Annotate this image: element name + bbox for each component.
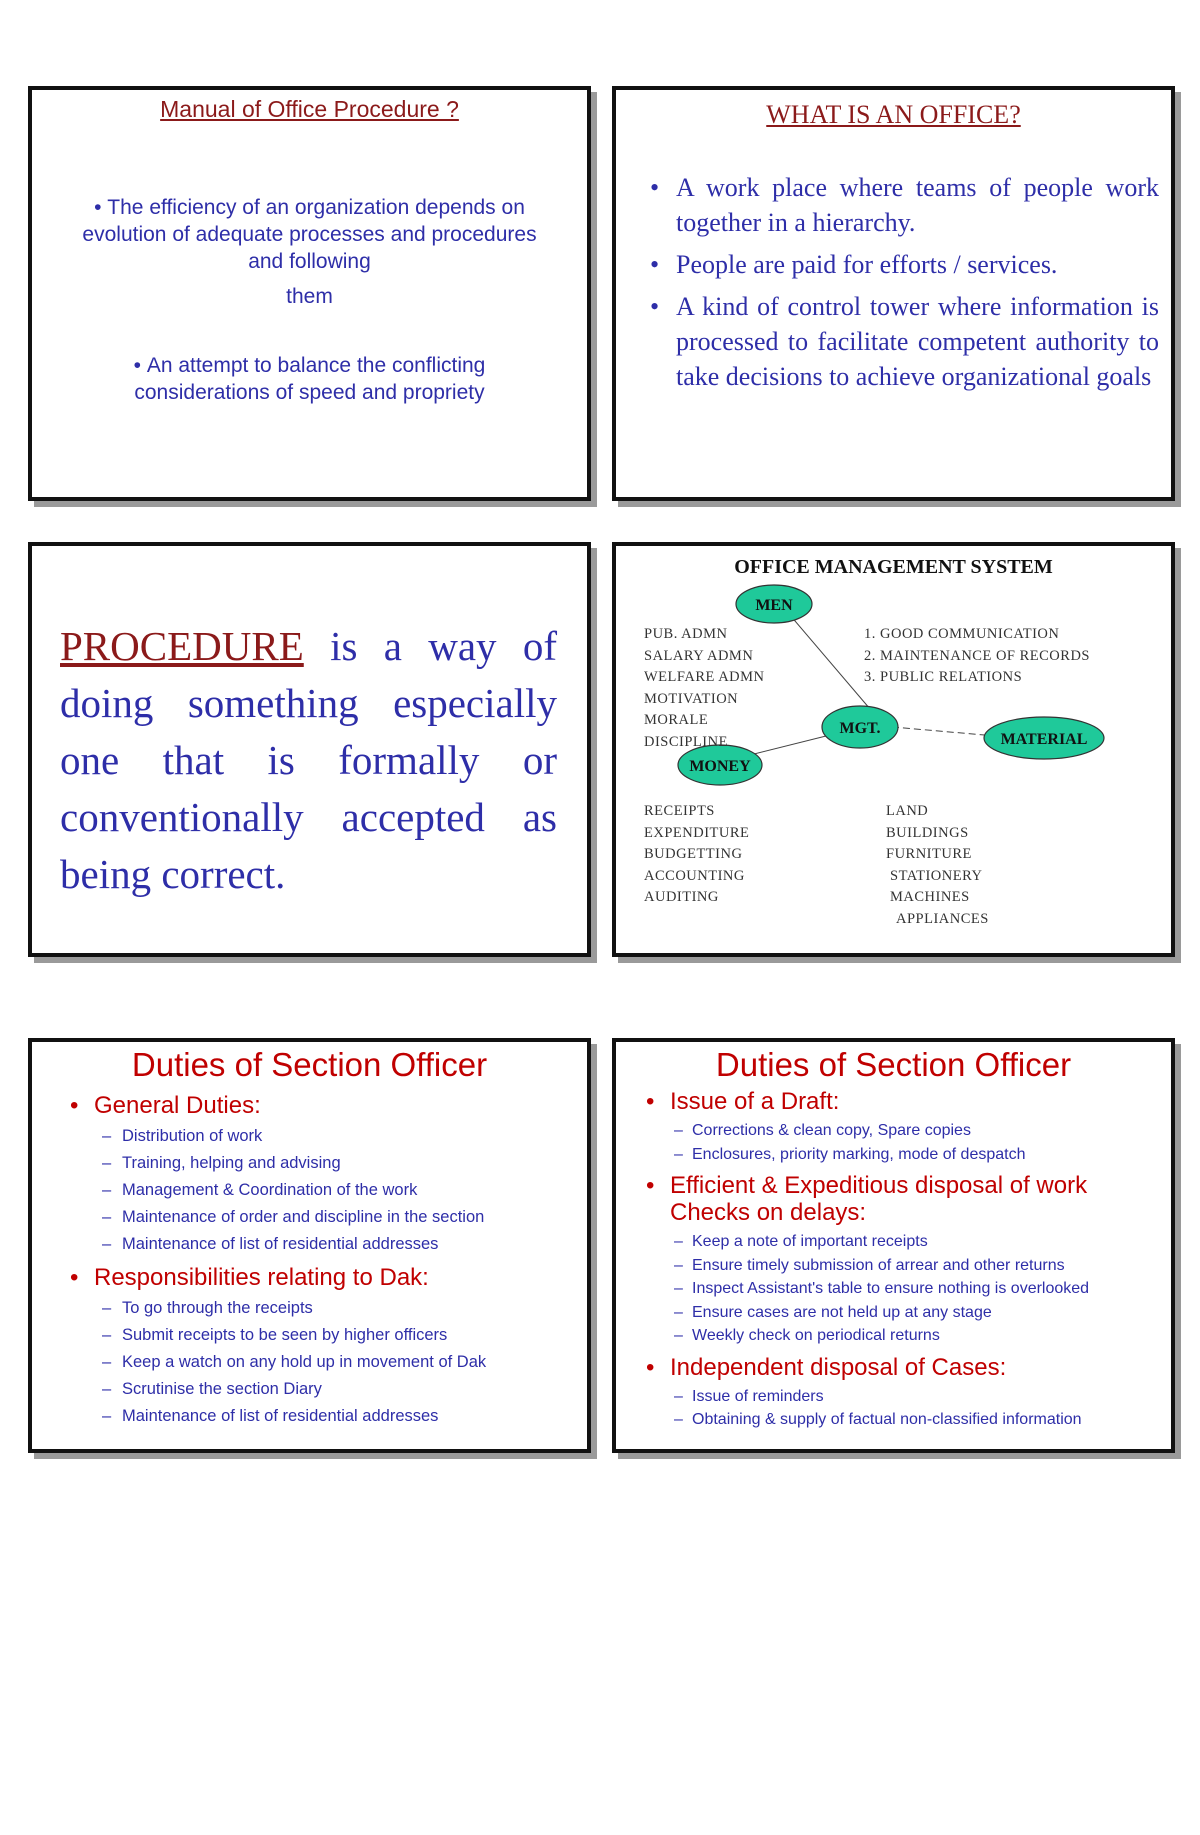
section-efficient-disposal [616,1172,1171,1348]
list-item: APPLIANCES [896,910,989,927]
section-general-duties [32,1092,587,1258]
list-item: MORALE [644,712,709,728]
bullet-icon: • [646,1353,655,1381]
bullet-text-end: them [286,285,333,308]
node-mgt-label: MGT. [839,720,881,737]
bullet-efficiency [72,194,547,310]
list-item: – Ensure cases are not held up at any stage [616,1301,1171,1325]
definition-rest: is a way of doing something especially one that is formally or conventionally accepted as being correct. [60,623,557,897]
section-heading [616,1354,1171,1381]
sub-list [616,1230,1171,1348]
list-item: STATIONERY [890,867,983,884]
list-item: – Maintenance of list of residential addresses [32,1231,587,1258]
node-mgt [822,706,898,748]
list-item: – Maintenance of list of residential addresses [32,1403,587,1430]
section-heading [616,1088,1171,1115]
material-items-list [886,801,989,930]
list-item: – To go through the receipts [32,1295,587,1322]
bullet-icon: • [646,1172,655,1199]
list-item: – Keep a note of important receipts [616,1230,1171,1254]
list-item: – Submit receipts to be seen by higher officers [32,1322,587,1349]
node-money-label: MONEY [689,758,751,775]
list-item: – Maintenance of order and discipline in the section [32,1204,587,1231]
section-independent-disposal [616,1354,1171,1432]
list-item: – Weekly check on periodical returns [616,1324,1171,1348]
list-item: – Training, helping and advising [32,1150,587,1177]
slide-duties-section-officer-2 [612,1038,1175,1453]
bullet-list [646,170,1159,401]
slide-title: Manual of Office Procedure ? [160,96,459,122]
section-issue-of-draft [616,1088,1171,1166]
slide-manual-of-office-procedure [28,86,591,501]
bullet-balance [72,352,547,406]
bullet-item: • A kind of control tower where information is processed to facilitate competent authority to take decisions to achieve organizational goals [646,289,1159,394]
list-item: EXPENDITURE [644,824,750,841]
bullet-icon: • [646,1088,655,1115]
list-item: FURNITURE [886,846,972,862]
list-item: 2. MAINTENANCE OF RECORDS [864,647,1090,664]
slide-what-is-an-office [612,86,1175,501]
slide-procedure-definition [28,542,591,957]
money-items-list [644,801,749,909]
slide-office-management-system [612,542,1175,957]
list-item: MOTIVATION [644,690,739,707]
list-item: – Scrutinise the section Diary [32,1376,587,1403]
bullet-item: • People are paid for efforts / services. [646,247,1159,282]
list-item: DISCIPLINE [644,733,728,750]
bullet-text: An attempt to balance the conflicting considerations of speed and propriety [134,354,486,404]
section-heading [616,1172,1171,1226]
list-item: – Enclosures, priority marking, mode of despatch [616,1143,1171,1167]
procedure-word: PROCEDURE [60,623,304,669]
section-heading-text: Responsibilities relating to Dak: [94,1264,429,1291]
list-item: AUDITING [644,889,719,905]
section-dak-responsibilities [32,1264,587,1430]
bullet-text: The efficiency of an organization depends on evolution of adequate processes and procedures and following [82,196,537,273]
slide-title: WHAT IS AN OFFICE? [766,100,1021,129]
definition-text [60,618,557,903]
list-item: MACHINES [890,889,970,905]
slide-title: OFFICE MANAGEMENT SYSTEM [734,556,1053,578]
list-item: SALARY ADMN [644,647,754,664]
list-item: – Ensure timely submission of arrear and other returns [616,1254,1171,1278]
section-heading-text: General Duties: [94,1092,261,1119]
sub-list [32,1295,587,1430]
men-items-list [644,624,765,753]
list-item: – Obtaining & supply of factual non-classified information [616,1408,1171,1432]
bullet-icon: • [70,1264,79,1291]
node-material-label: MATERIAL [1000,731,1088,748]
bullet-icon: • [70,1092,79,1119]
slide-body [32,1092,587,1436]
section-heading [32,1264,587,1291]
list-item: – Distribution of work [32,1123,587,1150]
list-item: PUB. ADMN [644,626,728,642]
list-item: BUILDINGS [886,824,969,841]
list-item: WELFARE ADMN [644,669,765,685]
bullet-icon: • [133,354,147,377]
list-item: – Keep a watch on any hold up in movement of Dak [32,1349,587,1376]
list-item: ACCOUNTING [644,867,745,884]
section-heading-text: Efficient & Expeditious disposal of work Checks on delays: [670,1172,1088,1226]
sub-list [616,1119,1171,1166]
slide-duties-section-officer-1 [28,1038,591,1453]
section-heading-text: Independent disposal of Cases: [670,1353,1007,1381]
bullet-item: • A work place where teams of people work together in a hierarchy. [646,170,1159,240]
list-item: – Management & Coordination of the work [32,1177,587,1204]
node-men-label: MEN [755,597,793,614]
sub-list [32,1123,587,1258]
slide-body [616,1088,1171,1438]
list-item: RECEIPTS [644,803,715,819]
list-item: – Inspect Assistant's table to ensure nothing is overlooked [616,1277,1171,1301]
slide-title: Duties of Section Officer [715,1046,1072,1083]
section-heading [32,1092,587,1119]
slide-title: Duties of Section Officer [131,1046,488,1083]
mgt-items-list [864,624,1090,689]
section-heading-text: Issue of a Draft: [670,1088,840,1115]
sub-list [616,1385,1171,1432]
list-item: – Issue of reminders [616,1385,1171,1409]
list-item: LAND [886,803,929,819]
list-item: – Corrections & clean copy, Spare copies [616,1119,1171,1143]
list-item: 1. GOOD COMMUNICATION [864,626,1060,642]
list-item: 3. PUBLIC RELATIONS [864,669,1023,685]
node-material [984,717,1104,759]
bullet-icon: • [94,196,108,219]
list-item: BUDGETTING [644,846,743,862]
node-men [736,585,812,623]
